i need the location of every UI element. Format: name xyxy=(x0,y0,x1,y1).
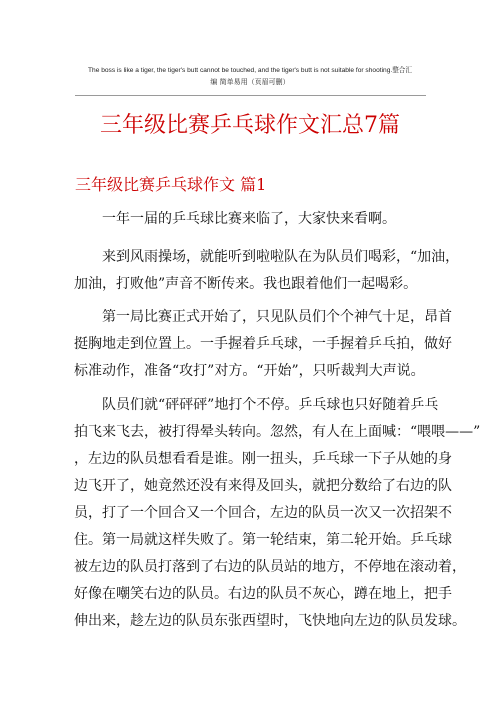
paragraph-line: 标准动作，准备“攻打”对方。“开始”，只听裁判大声说。 xyxy=(74,363,425,379)
paragraph-line: 被左边的队员打落到了右边的队员站的地方，不停地在滚动着， xyxy=(74,559,466,575)
header-chinese-text: 编 简单易用（页眉可删） xyxy=(210,78,290,86)
paragraph-line: 住。第一局就这样失败了。第一轮结束，第二轮开始。乒乓球 xyxy=(74,532,452,548)
header-divider xyxy=(75,95,426,96)
paragraph-line: 好像在嘲笑右边的队员。右边的队员不灰心，蹲在地上，把手 xyxy=(74,586,452,602)
paragraph-line: 一年一届的乒乓球比赛来临了，大家快来看啊。 xyxy=(102,211,396,227)
paragraph-line: 挺胸地走到位置上。一手握着乒乓球，一手握着乒乓拍，做好 xyxy=(74,336,452,352)
paragraph-1 xyxy=(74,206,434,233)
document-title: 三年级比赛乒乓球作文汇总7篇 xyxy=(100,113,400,138)
paragraph-line: 边飞开了，她竟然还没有来得及回头，就把分数给了右边的队 xyxy=(74,478,452,494)
paragraph-line: 员，打了一个回合又一个回合，左边的队员一次又一次招架不 xyxy=(74,505,452,521)
paragraph-3 xyxy=(74,304,452,385)
paragraph-line: 第一局比赛正式开始了，只见队员们个个神气十足，昂首 xyxy=(102,309,452,325)
paragraph-line: 伸出来，趁左边的队员东张西望时，飞快地向左边的队员发球。 xyxy=(74,613,466,629)
paragraph-2 xyxy=(74,244,460,298)
section-title: 三年级比赛乒乓球作文 篇1 xyxy=(75,175,267,194)
paragraph-line: 来到风雨操场，就能听到啦啦队在为队员们喝彩，“加油， xyxy=(102,249,460,265)
paragraph-line: 队员们就“砰砰砰”地打个不停。乒乓球也只好随着乒乓 xyxy=(102,397,439,413)
header-english-text: The boss is like a tiger, the tiger's butt cannot be touched, and the tiger's butt is not suitable for shooting.整合汇 xyxy=(88,67,412,74)
paragraph-4 xyxy=(74,392,481,635)
paragraph-line: 拍飞来飞去，被打得晕头转向。忽然，有人在上面喊：“喂喂——” xyxy=(74,424,481,440)
paragraph-line: 加油，打败他”声音不断传来。我也跟着他们一起喝彩。 xyxy=(74,276,418,292)
paragraph-line: ，左边的队员想看看是谁。刚一扭头，乒乓球一下子从她的身 xyxy=(74,451,452,467)
